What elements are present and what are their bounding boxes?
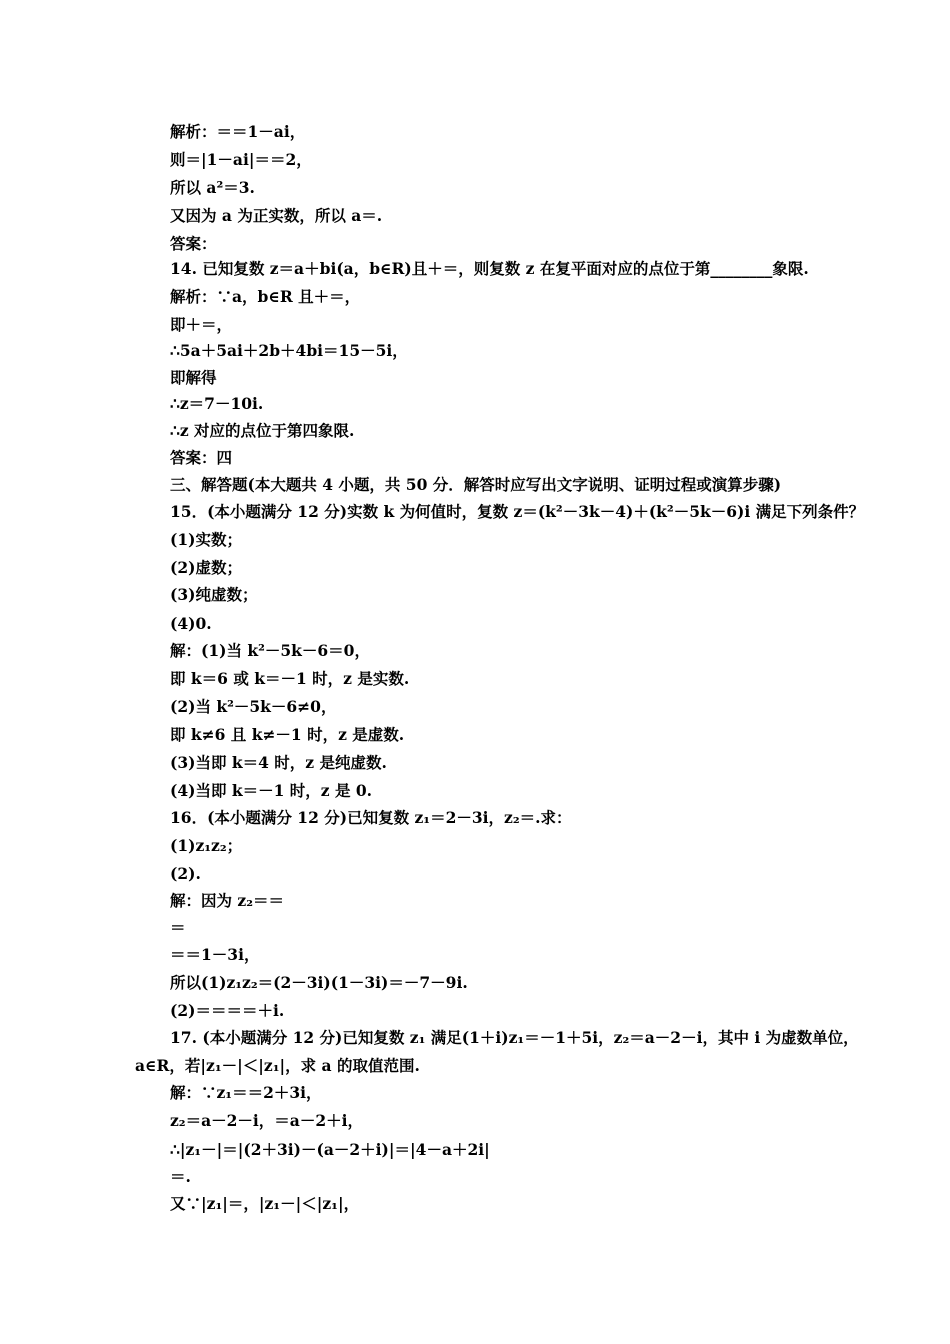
text-line: z₂＝a－2－i，＝a－2＋i， [170, 1111, 364, 1130]
text-line: 即 k≠6 且 k≠－1 时，z 是虚数. [170, 725, 405, 744]
text-line: 解析：∵a，b∈R 且＋＝， [170, 287, 361, 306]
text-line: (4)0. [170, 614, 212, 633]
text-line: 所以(1)z₁z₂＝(2－3i)(1－3i)＝－7－9i. [170, 973, 468, 992]
question-17: 17. (本小题满分 12 分)已知复数 z₁ 满足(1＋i)z₁＝－1＋5i，z₂＝a－2－i，其中 i 为虚数单位， [170, 1028, 859, 1047]
text-line: (3)纯虚数； [170, 585, 258, 604]
text-line: ＝ [170, 918, 186, 937]
text-line: ∴|z₁－|＝|(2＋3i)－(a－2＋i)|＝|4－a＋2i| [170, 1140, 490, 1159]
question-15: 15．(本小题满分 12 分)实数 k 为何值时，复数 z＝(k²－3k－4)＋(k²－5k－6)i 满足下列条件？ [170, 502, 865, 521]
answer-label: 答案： [170, 234, 217, 253]
text-line: (2). [170, 864, 201, 883]
question-16: 16．(本小题满分 12 分)已知复数 z₁＝2－3i，z₂＝.求： [170, 808, 572, 827]
text-line: 即 k＝6 或 k＝－1 时，z 是实数. [170, 669, 410, 688]
text-line: (1)z₁z₂； [170, 836, 243, 855]
text-line: 又∵|z₁|＝，|z₁－|＜|z₁|， [170, 1194, 360, 1213]
text-line: 解：∵z₁＝＝2＋3i， [170, 1083, 322, 1102]
text-line: 所以 a²＝3. [170, 178, 255, 197]
answer-label: 答案：四 [170, 448, 233, 467]
text-line: 又因为 a 为正实数，所以 a＝. [170, 206, 383, 225]
text-line: 解析：＝＝1－ai， [170, 122, 306, 141]
text-line: ∴z＝7－10i. [170, 394, 264, 413]
text-line: ∴z 对应的点位于第四象限. [170, 421, 355, 440]
text-line: (1)实数； [170, 530, 242, 549]
text-line: ∴5a＋5ai＋2b＋4bi＝15－5i， [170, 341, 408, 360]
section-heading: 三、解答题(本大题共 4 小题，共 50 分．解答时应写出文字说明、证明过程或演算步骤) [170, 475, 782, 494]
text-line: 解：(1)当 k²－5k－6＝0， [170, 641, 370, 660]
text-line: ＝＝1－3i， [170, 945, 260, 964]
text-line: 即＋＝， [170, 315, 233, 334]
text-line: (2)＝＝＝＝＋i. [170, 1001, 285, 1020]
text-line: (3)当即 k＝4 时，z 是纯虚数. [170, 753, 387, 772]
text-line: 则＝|1－ai|＝＝2， [170, 150, 312, 169]
text-line: a∈R，若|z₁－|＜|z₁|，求 a 的取值范围. [135, 1056, 420, 1075]
question-14: 14. 已知复数 z＝a＋bi(a，b∈R)且＋＝，则复数 z 在复平面对应的点位于第________象限. [170, 259, 809, 278]
text-line: ＝. [170, 1167, 191, 1186]
text-line: (2)虚数； [170, 558, 242, 577]
text-line: 即解得 [170, 368, 217, 387]
text-line: 解：因为 z₂＝＝ [170, 891, 284, 910]
text-line: (2)当 k²－5k－6≠0， [170, 697, 337, 716]
text-line: (4)当即 k＝－1 时，z 是 0. [170, 781, 373, 800]
